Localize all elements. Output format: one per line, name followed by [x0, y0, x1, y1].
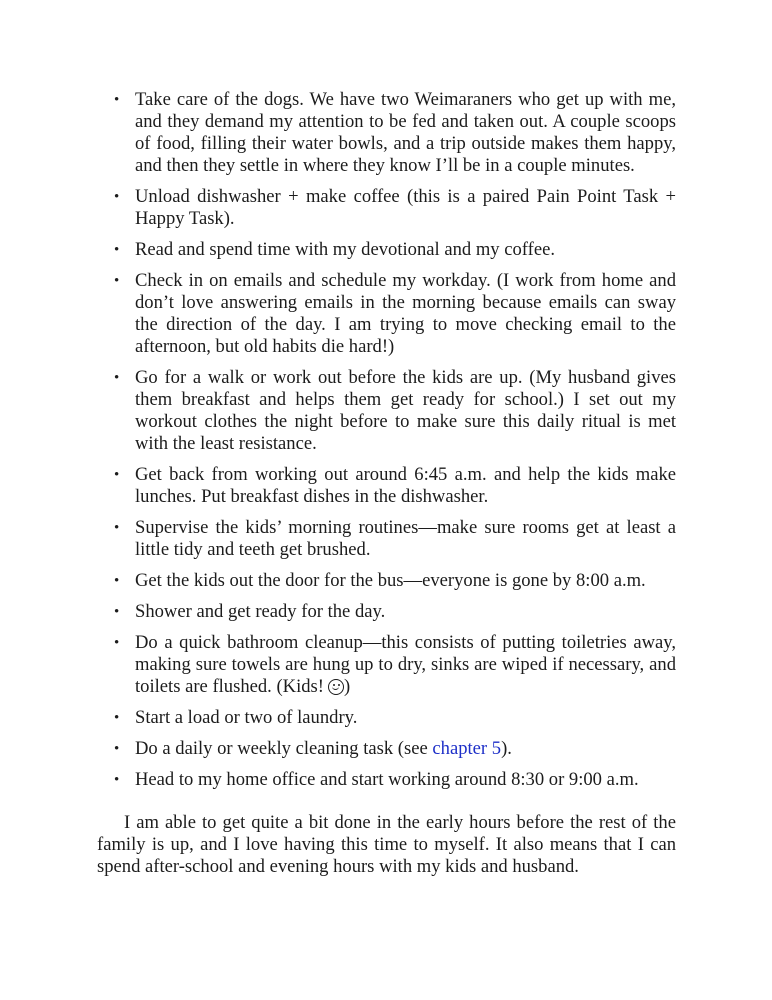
list-item-shower: [114, 601, 676, 623]
bullet-marker: •: [114, 520, 120, 536]
list-item-dishwasher-coffee: [114, 186, 676, 230]
bullet-marker: •: [114, 573, 120, 589]
list-item-text: [135, 632, 676, 697]
list-item-text-before: Do a quick bathroom cleanup—this consists of putting toiletries away, making sure towels are hung up to dry, sinks are wiped if necessary, and toilets are flushed. (Kids!: [135, 632, 676, 697]
list-item-text: Go for a walk or work out before the kids are up. (My husband gives them breakfast and helps them get ready for school.) I set out my workout clothes the night before to make sure this daily ritual is met with the least resistance.: [135, 367, 676, 454]
chapter-5-link[interactable]: chapter 5: [432, 738, 502, 759]
list-item-text: Unload dishwasher + make coffee (this is a paired Pain Point Task + Happy Task).: [135, 186, 676, 229]
list-item-text: Read and spend time with my devotional and my coffee.: [135, 239, 555, 260]
bullet-marker: •: [114, 772, 120, 788]
list-item-lunches: [114, 464, 676, 508]
list-item-dogs: [114, 89, 676, 177]
bullet-marker: •: [114, 741, 120, 757]
bullet-marker: •: [114, 467, 120, 483]
list-item-text: Get back from working out around 6:45 a.m. and help the kids make lunches. Put breakfast dishes in the dishwasher.: [135, 464, 676, 507]
closing-paragraph: I am able to get quite a bit done in the early hours before the rest of the family is up, and I love having this time to myself. It also means that I can spend after-school and evening hours with my kids and husband.: [97, 812, 676, 877]
bullet-marker: •: [114, 92, 120, 108]
list-item-home-office: [114, 769, 676, 791]
list-item-text: Head to my home office and start working around 8:30 or 9:00 a.m.: [135, 769, 639, 790]
morning-routine-list: [114, 89, 676, 800]
list-item-text: Start a load or two of laundry.: [135, 707, 358, 728]
list-item-text: Check in on emails and schedule my workday. (I work from home and don’t love answering emails in the morning because emails can sway the direction of the day. I am trying to move checking email to the afternoon, but old habits die hard!): [135, 270, 676, 357]
bullet-marker: •: [114, 710, 120, 726]
list-item-emails: [114, 270, 676, 358]
bullet-marker: •: [114, 273, 120, 289]
bullet-marker: •: [114, 604, 120, 620]
bullet-marker: •: [114, 370, 120, 386]
list-item-bus: [114, 570, 676, 592]
bullet-marker: •: [114, 189, 120, 205]
list-item-bathroom: [114, 632, 676, 698]
list-item-supervise: [114, 517, 676, 561]
bullet-marker: •: [114, 635, 120, 651]
list-item-text-after: ).: [501, 738, 512, 759]
list-item-text-before: Do a daily or weekly cleaning task (see: [135, 738, 433, 759]
list-item-laundry: [114, 707, 676, 729]
smiley-face-icon: [328, 679, 344, 695]
list-item-devotional: [114, 239, 676, 261]
bullet-marker: •: [114, 242, 120, 258]
list-item-workout: [114, 367, 676, 455]
list-item-cleaning-task: [114, 738, 676, 760]
smiley-mouth: [332, 685, 339, 690]
list-item-text: Supervise the kids’ morning routines—make sure rooms get at least a little tidy and teeth get brushed.: [135, 517, 676, 560]
list-item-text: Get the kids out the door for the bus—everyone is gone by 8:00 a.m.: [135, 570, 646, 591]
list-item-text-after: ): [344, 676, 351, 697]
list-item-text: Shower and get ready for the day.: [135, 601, 386, 622]
list-item-text: [135, 738, 512, 759]
list-item-text: Take care of the dogs. We have two Weimaraners who get up with me, and they demand my attention to be fed and taken out. A couple scoops of food, filling their water bowls, and a trip outside makes them happy, and then they settle in where they know I’ll be in a couple minutes.: [135, 89, 676, 176]
